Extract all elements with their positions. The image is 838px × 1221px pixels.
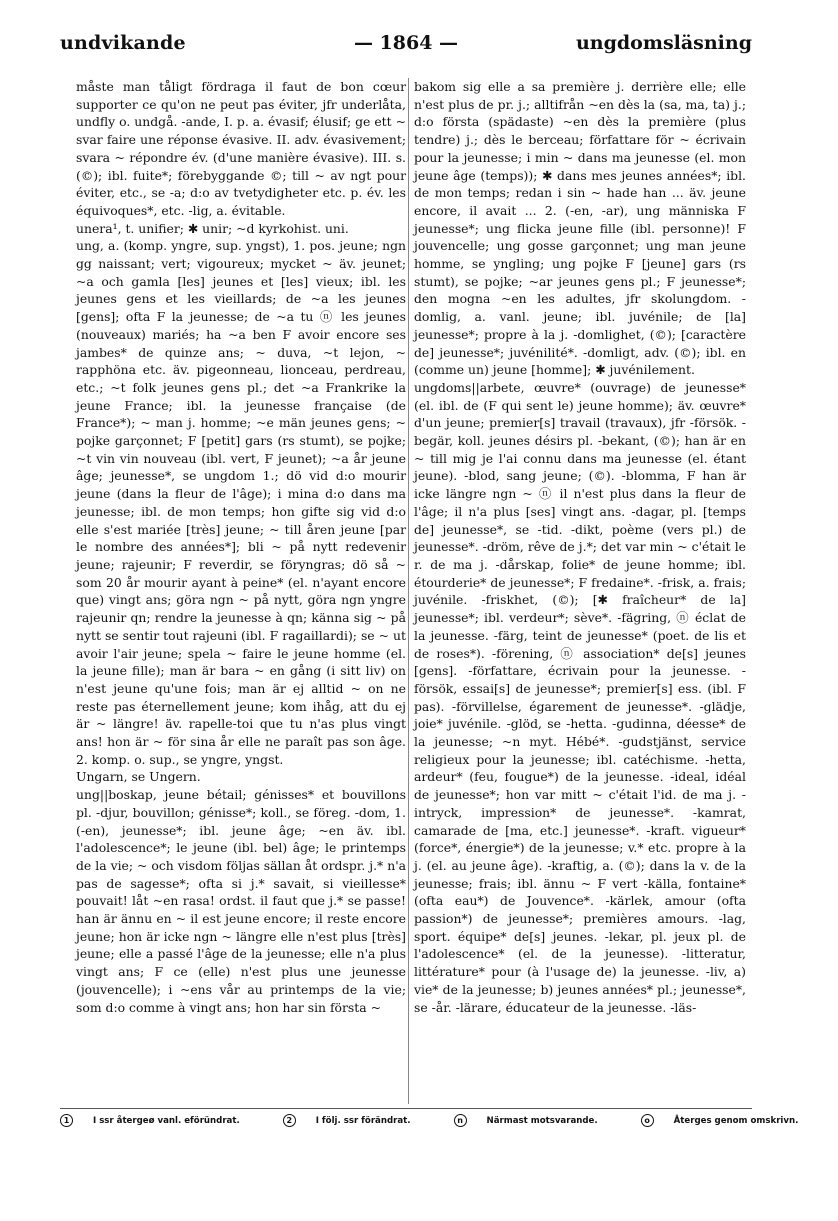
page-header	[60, 32, 752, 62]
footer-symbol-icon: 1	[60, 1114, 73, 1127]
page-number: — 1864 —	[353, 32, 459, 54]
footer-legend	[60, 1114, 799, 1127]
footer-symbol-icon: n	[454, 1114, 467, 1127]
footer-note-text: I följ. ssr förändrat.	[315, 1116, 411, 1126]
left-column-text: måste man tåligt fördraga il faut de bon cœur supporter ce qu'on ne peut pas éviter, jfr underlåta, undfly o. undgå. -ande, I. p. a. évasif; élusif; ge ett ~ svar faire une réponse évasive. II. adv. évasivement; svara ~ répondre év. (d'une manière évasive). III. s. (©); ibl. fuite*; förebyggande ©; till ~ av ngt pour éviter, etc., se -a; d:o av tvetydigheter etc. p. év. les équivoques*, etc. -lig, a. évitable. unera¹, t. unifier; ✱ unir; ~d kyrkohist. uni. ung, a. (komp. yngre, sup. yngst), 1. pos. jeune; ngn gg naissant; vert; vigoureux; mycket ~ äv. jeunet; ~a och gamla [les] jeunes et [les] vieux; ibl. les jeunes gens et les vieillards; de ~a les jeunes [gens]; ofta F la jeunesse; de ~a tu ⓝ les jeunes (nouveaux) mariés; ha ~a ben F avoir encore ses jambes* de quinze ans; ~ duva, ~t lejon, ~ rapphöna etc. äv. pigeonneau, lionceau, perdreau, etc.; ~t folk jeunes gens pl.; det ~a Frankrike la jeune France; ibl. la jeunesse française (de France*); ~ man j. homme; ~e män jeunes gens; ~ pojke garçonnet; F [petit] gars (rs stumt), se pojke; ~t vin vin nouveau (ibl. vert, F jeunet); ~a år jeune âge; jeunesse*, se ungdom 1.; dö vid d:o mourir jeune (dans la fleur de l'âge); i mina d:o dans ma jeunesse; ibl. de mon temps; hon gifte sig vid d:o elle s'est mariée [très] jeune; ~ till åren jeune [par le nombre des années*]; bli ~ på nytt redevenir jeune; rajeunir; F reverdir, se föryngras; dö så ~ som 20 år mourir ayant à peine* (el. n'ayant encore que) vingt ans; göra ngn ~ på nytt, göra ngn yngre rajeunir qn; rendre la jeunesse à qn; känna sig ~ på nytt se sentir tout rajeuni (ibl. F ragaillardi); se ~ ut avoir l'air jeune; spela ~ faire le jeune homme (el. la jeune fille); man är bara ~ en gång (i sitt liv) on n'est jeune qu'une fois; man är ej alltid ~ on ne reste pas éternellement jeune; kom ihåg, att du ej är ~ längre! äv. rapelle-toi que tu n'as plus vingt ans! hon är ~ för sina år elle ne paraît pas son âge. 2. komp. o. sup., se yngre, yngst. Ungarn, se Ungern. ung||boskap, jeune bétail; génisses* et bouvillons pl. -djur, bouvillon; génisse*; koll., se föreg. -dom, 1. (-en), jeunesse*; ibl. jeune âge; ~en äv. ibl. l'adolescence*; le jeune (ibl. bel) âge; le printemps de la vie; ~ och visdom följas sällan åt ordspr. j.* n'a pas de sagesse*; ofta si j.* savait, si vieillesse* pouvait! låt ~en rasa! ordst. il faut que j.* se passe! han är ännu en ~ il est jeune encore; il reste encore jeune; hon är icke ngn ~ längre elle n'est plus [très] jeune; elle a passé l'âge de la jeunesse; elle n'a plus vingt ans; F ce (elle) n'est plus une jeunesse (jouvencelle); i ~ens vår au printemps de la vie; som d:o comme à vingt ans; hon har sin första ~	[76, 79, 406, 1015]
right-column-text: bakom sig elle a sa première j. derrière elle; elle n'est plus de pr. j.; alltifrån ~en dès la (sa, ma, ta) j.; d:o första (spädaste) ~en dès la première (plus tendre) j.; dès le berceau; författare för ~ écrivain pour la jeunesse; i min ~ dans ma jeunesse (el. mon jeune âge (temps)); ✱ dans mes jeunes années*; ibl. de mon temps; redan i sin ~ hade han ... äv. jeune encore, il avait ... 2. (-en, -ar), ung människa F jeunesse*; ung flicka jeune fille (ibl. personne)! F jouvencelle; ung gosse garçonnet; ung man jeune homme, se yngling; ung pojke F [jeune] gars (rs stumt), se pojke; ~ar jeunes gens pl.; F jeunesse*; den mogna ~en les adultes, jfr skolungdom. -domlig, a. vanl. jeune; ibl. juvénile; de [la] jeunesse*; propre à la j. -domlighet, (©); [caractère de] jeunesse*; juvénilité*. -domligt, adv. (©); ibl. en (comme un) jeune [homme]; ✱ juvénilement. ungdoms||arbete, œuvre* (ouvrage) de jeunesse* (el. ibl. de (F qui sent le) jeune homme); äv. œuvre* d'un jeune; premier[s] travail (travaux), jfr -försök. -begär, koll. jeunes désirs pl. -bekant, (©); han är en ~ till mig je l'ai connu dans ma jeunesse (el. étant jeune). -blod, sang jeune; (©). -blomma, F han är icke längre ngn ~ ⓝ il n'est plus dans la fleur de l'âge; il n'a plus [ses] vingt ans. -dagar, pl. [temps de] jeunesse*, se -tid. -dikt, poème (vers pl.) de jeunesse*. -dröm, rêve de j.*; det var min ~ c'était le r. de ma j. -dårskap, folie* de jeune homme; ibl. étourderie* de jeunesse*; F fredaine*. -frisk, a. frais; juvénile. -friskhet, (©); [✱ fraîcheur* de la] jeunesse*; ibl. verdeur*; sève*. -fägring, ⓝ éclat de la jeunesse. -färg, teint de jeunesse* (poet. de lis et de roses*). -förening, ⓝ association* de[s] jeunes [gens]. -författare, écrivain pour la jeunesse. -försök, essai[s] de jeunesse*; premier[s] ess. (ibl. F pas). -förvillelse, égarement de jeunesse*. -glädje, joie* juvénile. -glöd, se -hetta. -gudinna, déesse* de la jeunesse; ~n myt. Hébé*. -gudstjänst, service religieux pour la jeunesse; ibl. catéchisme. -hetta, ardeur* (feu, fougue*) de la jeunesse. -ideal, idéal de jeunesse*; hon var mitt ~ c'était l'id. de ma j. -intryck, impression* de jeunesse*. -kamrat, camarade de [ma, etc.] jeunesse*. -kraft. vigueur* (force*, énergie*) de la jeunesse; v.* etc. propre à la j. (el. au jeune âge). -kraftig, a. (©); dans la v. de la jeunesse; frais; ibl. ännu ~ F vert -källa, fontaine* (ofta eau*) de Jouvence*. -kärlek, amour (ofta passion*) de jeunesse*; premières amours. -lag, sport. équipe* de[s] jeunes. -lekar, pl. jeux pl. de l'adolescence* (el. de la jeunesse). -litteratur, littérature* pour (à l'usage de) la jeunesse. -liv, a) vie* de la jeunesse; b) jeunes années* pl.; jeunesse*, se -år. -lärare, éducateur de la jeunesse. -läs-	[414, 79, 746, 1015]
footer-note-text: Återges genom omskrivn.	[673, 1116, 799, 1126]
right-column	[414, 78, 746, 1106]
footer-symbol-icon: o	[641, 1114, 654, 1127]
footer-note	[283, 1114, 431, 1127]
header-left-guide-word: undvikande	[60, 32, 186, 54]
footer-rule	[60, 1108, 752, 1109]
footer-note	[454, 1114, 618, 1127]
footer-note	[60, 1114, 260, 1127]
footer-symbol-icon: 2	[283, 1114, 296, 1127]
header-right-guide-word: ungdomsläsning	[575, 32, 752, 54]
footer-note	[641, 1114, 819, 1127]
footer-note-text: I ssr återgeø vanl. eföründrat.	[93, 1116, 240, 1126]
left-column	[76, 78, 406, 1106]
column-divider	[408, 78, 409, 1104]
footer-note-text: Närmast motsvarande.	[486, 1116, 598, 1126]
